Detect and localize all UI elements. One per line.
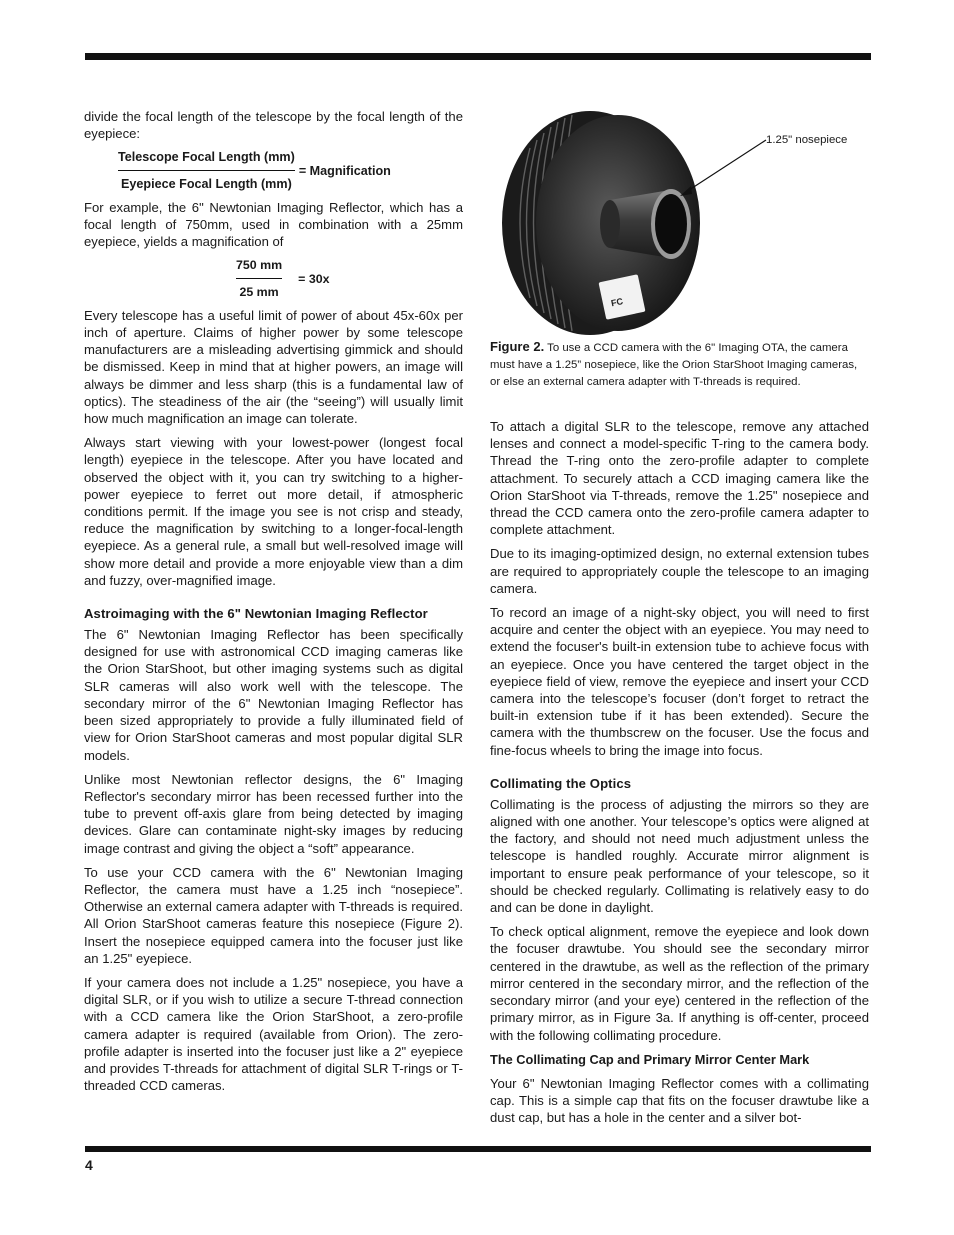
paragraph: To check optical alignment, remove the eyepiece and look down the focuser drawtube. You should see the secondary mirror centered in the drawtube, as well as the reflection of the primary mirror centered in the secondary mirror, and the reflection of the secondary mirror (and your eye) centered in the reflection of the primary mirror, as in Figure 3a. If anything is off-center, proceed with the following collimating procedure. xyxy=(490,924,869,1043)
paragraph: To use your CCD camera with the 6" Newtonian Imaging Reflector, the camera must have a 1.25 inch “nosepiece”. Otherwise an external camera adapter with T-threads is required. All Orion StarShoot cameras feature this nosepiece (Figure 2). Insert the nosepiece equipped camera into the focuser just like an 1.25" eyepiece. xyxy=(84,864,463,966)
formula-denominator: 25 mm xyxy=(239,284,279,299)
page-number: 4 xyxy=(85,1157,93,1173)
right-column xyxy=(490,418,869,1134)
paragraph: If your camera does not include a 1.25" nosepiece, you have a digital SLR, or if you wish to utilize a secure T-thread connection with a CCD camera like the Orion StarShoot, a zero-profile camera adapter is required (available from Orion). The zero-profile adapter is inserted into the focuser just like a 2" eyepiece and provides T-threads for attachment of digital SLR T-rings or T-threaded CCD cameras. xyxy=(84,974,463,1094)
paragraph: Collimating is the process of adjusting the mirrors so they are aligned with one another. Your telescope’s optics were aligned at the factory, and should not need much adjustment unless the telescope is handled roughly. Accurate mirror alignment is important to ensure peak performance of your telescope, so it should be checked regularly. Collimating is relatively easy to do and can be done in daylight. xyxy=(490,796,869,916)
figure-tag: Figure 2. xyxy=(490,339,545,354)
subsection-heading: The Collimating Cap and Primary Mirror Center Mark xyxy=(490,1051,810,1067)
figure-caption-text: To use a CCD camera with the 6" Imaging OTA, the camera must have a 1.25” nosepiece, like the Orion StarShoot Imaging cameras, or else an external camera adapter with T-threads is required. xyxy=(490,342,858,388)
formula-numerator: Telescope Focal Length (mm) xyxy=(118,149,295,170)
formula-numerator: 750 mm xyxy=(236,257,282,278)
example-formula xyxy=(236,257,463,300)
paragraph: Unlike most Newtonian reflector designs, the 6" Imaging Reflector's secondary mirror has been recessed further into the tube to prevent off-axis glare from being detected by imaging devices. Glare can contaminate night-sky images by reducing image contrast and giving the object a “soft” appearance. xyxy=(84,771,463,856)
header-rule xyxy=(85,53,871,60)
formula-fraction xyxy=(236,257,282,300)
section-heading: Collimating the Optics xyxy=(490,775,632,791)
paragraph: Always start viewing with your lowest-power (longest focal length) eyepiece in the telescope. After you have located and observed the object with it, you can try switching to a higher-power eyepiece to ferret out more detail, if atmospheric conditions permit. If the image you see is not crisp and steady, reduce the magnification by switching to a longer-focal-length eyepiece. As a general rule, a small but well-resolved image will show more detail and provide a more enjoyable view than a dim and fuzzy, over-magnified image. xyxy=(84,435,463,588)
nosepiece-callout: 1.25" nosepiece xyxy=(766,134,848,146)
paragraph: Your 6" Newtonian Imaging Reflector comes with a collimating cap. This is a simple cap that fits on the focuser drawtube like a dust cap, but has a hole in the center and a silver bot- xyxy=(490,1075,869,1126)
left-column xyxy=(84,108,463,1101)
paragraph: Due to its imaging-optimized design, no external extension tubes are required to appropriately couple the telescope to an imaging camera. xyxy=(490,546,869,596)
formula-denominator: Eyepiece Focal Length (mm) xyxy=(121,176,292,191)
magnification-formula xyxy=(118,149,463,192)
paragraph: The 6" Newtonian Imaging Reflector has been specifically designed for use with astronomical CCD imaging cameras like the Orion StarShoot, but other imaging systems such as digital SLR cameras will also work well with the telescope. The secondary mirror of the 6" Newtonian Imaging Reflector has been sized appropriately to provide a fully illuminated field of view for Orion StarShoot cameras and most popular digital SLR models. xyxy=(84,627,463,763)
paragraph: Every telescope has a useful limit of power of about 45x-60x per inch of aperture. Claims of higher power by some telescope manufacturers are a misleading advertising gimmick and should be dismissed. Keep in mind that at higher powers, an image will always be dimmer and less sharp (this is a fundamental law of optics). The steadiness of the air (the “seeing”) will usually limit how much magnification an image can tolerate. xyxy=(84,307,463,427)
paragraph: To attach a digital SLR to the telescope, remove any attached lenses and connect a model-specific T-ring to the camera body. Thread the T-ring onto the zero-profile adapter to complete attachment. To securely attach a CCD imaging camera like the Orion StarShoot via T-threads, remove the 1.25" nosepiece and thread the CCD camera onto the zero-profile camera adapter to complete attachment. xyxy=(490,419,869,538)
paragraph: To record an image of a night-sky object, you will need to first acquire and center the object with an eyepiece. You may need to extend the focuser's built-in extension tube to achieve focus with an eyepiece. Once you have centered the target object in the eyepiece field of view, remove the eyepiece and insert your CCD camera into the telescope’s focuser (don’t forget to retract the built-in extension tube if it has been extended). Secure the camera with the thumbscrew on the focuser. Use the focus and fine-focus wheels to bring the image into focus. xyxy=(490,605,869,758)
formula-result: = Magnification xyxy=(298,163,391,178)
paragraph: divide the focal length of the telescope by the focal length of the eyepiece: xyxy=(84,109,463,142)
figure-caption xyxy=(490,338,868,391)
svg-text:FC: FC xyxy=(610,296,624,309)
formula-fraction xyxy=(118,149,295,192)
formula-result: = 30x xyxy=(298,271,330,286)
section-heading: Astroimaging with the 6" Newtonian Imaging Reflector xyxy=(84,606,428,622)
footer-rule xyxy=(85,1146,871,1152)
paragraph: For example, the 6" Newtonian Imaging Reflector, which has a focal length of 750mm, used in combination with a 25mm eyepiece, yields a magnification of xyxy=(84,199,463,250)
